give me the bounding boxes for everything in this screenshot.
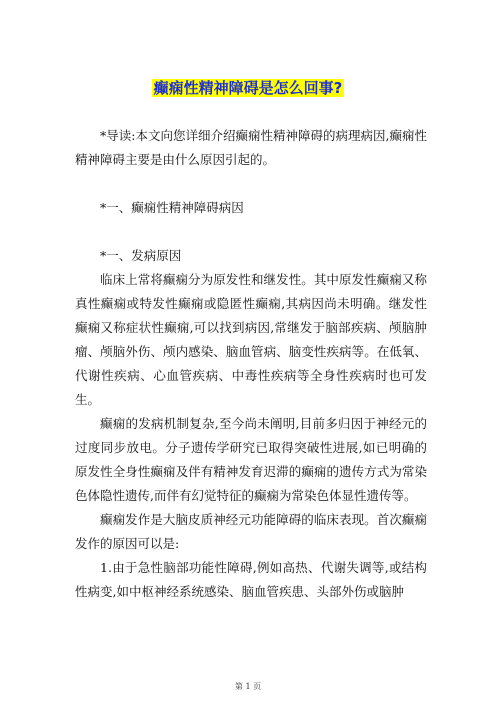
document-title: 癫痫性精神障碍是怎么回事? (153, 79, 343, 97)
subsection-heading: *一、发病原因 (100, 248, 182, 263)
body-paragraph: 癫痫发作是大脑皮质神经元功能障碍的临床表现。首次癫痫发作的原因可以是: (75, 512, 427, 551)
body-paragraph: 临床上常将癫痫分为原发性和继发性。其中原发性癫痫又称真性癫痫或特发性癫痫或隐匿性癫痫,其病因尚未明确。继发性癫痫又称症状性癫痫,可以找到病因,常继发于脑部疾病、颅脑肿瘤、颅脑外伤、颅内感染、脑血管病、脑变性疾病等。在低氧、代谢性疾病、心血管疾病、中毒性疾病等全身性疾病时也可发生。 (75, 272, 427, 407)
intro-paragraph: *导读:本文向您详细介绍癫痫性精神障碍的病理病因,癫痫性精神障碍主要是由什么原因引起的。 (75, 128, 427, 167)
page-footer: 第 1 页 (234, 682, 262, 691)
title-container (0, 78, 496, 97)
body-paragraph: 癫痫的发病机制复杂,至今尚未阐明,目前多归因于神经元的过度同步放电。分子遗传学研究已取得突破性进展,如已明确的原发性全身性癫痫及伴有精神发育迟滞的癫痫的遗传方式为常染色体隐性遗传,而伴有幻觉特征的癫痫为常染色体显性遗传等。 (75, 416, 427, 503)
section-heading: *一、癫痫性精神障碍病因 (100, 200, 244, 215)
spacer (75, 220, 427, 244)
body-paragraph: 1.由于急性脑部功能性障碍,例如高热、代谢失调等,或结构性病变,如中枢神经系统感染、脑血管疾患、头部外伤或脑肿 (75, 560, 427, 599)
spacer (75, 172, 427, 196)
document-body (75, 124, 427, 604)
